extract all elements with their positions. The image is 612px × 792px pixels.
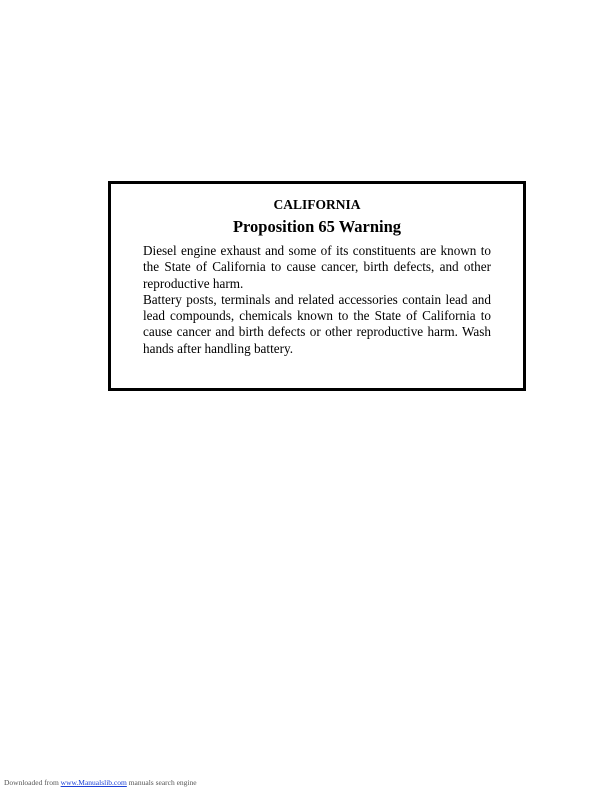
warning-paragraph-exhaust: Diesel engine exhaust and some of its constituents are known to the State of California to cause cancer, birth defects, and other reproductive harm. [143,243,491,291]
footer-prefix: Downloaded from [4,778,59,787]
footer-suffix: manuals search engine [128,778,197,787]
warning-heading: CALIFORNIA [273,197,361,212]
warning-paragraph-battery: Battery posts, terminals and related accessories contain lead and lead compounds, chemicals known to the State of California to cause cancer and birth defects or other reproductive harm. Wash hands after handling battery. [143,291,491,356]
download-footer [4,778,197,787]
warning-body [143,243,491,357]
warning-title: Proposition 65 Warning [232,217,402,236]
manualslib-link[interactable]: www.Manualslib.com [60,778,127,787]
prop65-warning-box [108,181,526,391]
